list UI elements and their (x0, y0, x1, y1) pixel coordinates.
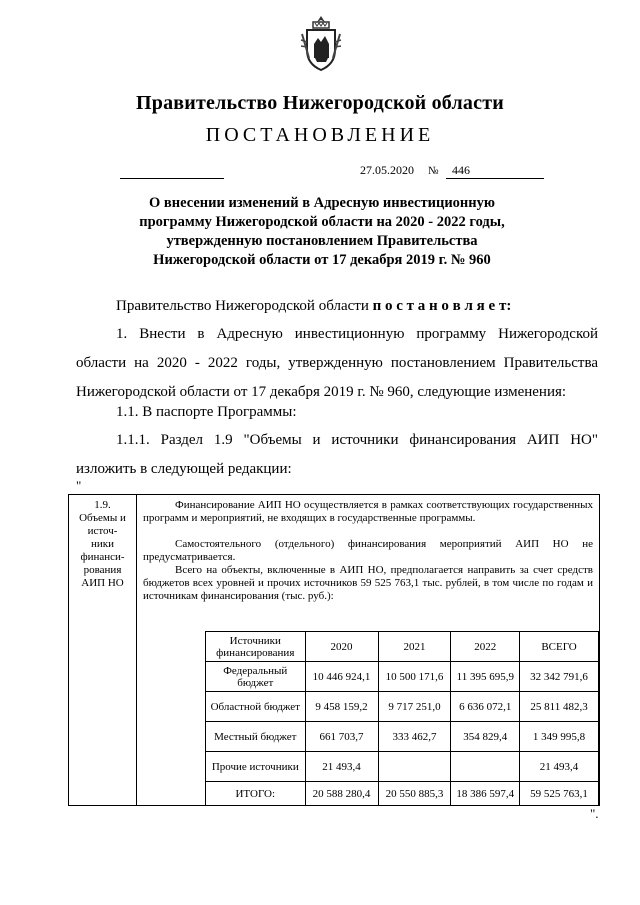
passport-text-total: Всего на объекты, включенные в АИП НО, предполагается направить за счет средств бюджетов всех уровней и прочих источников 59 525 763,1 тыс. рублей, в том числе по годам и источникам финансирования (тыс. руб.): (143, 564, 593, 602)
table-cell: Местный бюджет (206, 722, 306, 752)
table-header-cell: 2021 (378, 632, 451, 662)
number-underline (446, 178, 544, 179)
table-header-cell: Источники финансирования (206, 632, 306, 662)
paragraph-1-1: 1.1. В паспорте Программы: (116, 404, 297, 420)
table-cell (451, 752, 520, 782)
paragraph-1: 1. Внести в Адресную инвестиционную программу Нижегородской области на 2020 - 2022 годы, утвержденную постановлением Правительства Нижегородской области от 17 декабря 2019 г. № 960, следующие изменения: (76, 326, 598, 400)
table-cell: 9 717 251,0 (378, 692, 451, 722)
table-cell: 21 493,4 (305, 752, 378, 782)
document-type: ПОСТАНОВЛЕНИЕ (205, 124, 435, 146)
section-label: 1.9. Объемы и источ- ники финанси- рования АИП НО (69, 495, 137, 805)
table-cell: 354 829,4 (451, 722, 520, 752)
table-header-cell: 2020 (305, 632, 378, 662)
table-row (206, 752, 599, 782)
table-cell: 333 462,7 (378, 722, 451, 752)
table-cell: 9 458 159,2 (305, 692, 378, 722)
table-header-row (206, 632, 599, 662)
table-cell: 11 395 695,9 (451, 662, 520, 692)
table-cell: 10 446 924,1 (305, 662, 378, 692)
resolves-text: Правительство Нижегородской области (116, 298, 373, 314)
table-cell: 59 525 763,1 (520, 782, 599, 806)
table-cell: 10 500 171,6 (378, 662, 451, 692)
table-cell: Прочие источники (206, 752, 306, 782)
table-cell: 20 550 885,3 (378, 782, 451, 806)
quote-close: ". (590, 806, 599, 821)
number-sign: № (428, 165, 439, 177)
table-cell: Федеральный бюджет (206, 662, 306, 692)
table-header-cell: ВСЕГО (520, 632, 599, 662)
table-cell: ИТОГО: (206, 782, 306, 806)
paragraph-resolves (76, 292, 598, 321)
paragraph-1-1-1: 1.1.1. Раздел 1.9 "Объемы и источники финансирования АИП НО" изложить в следующей редакции: (76, 432, 598, 477)
passport-text-financing: Финансирование АИП НО осуществляется в рамках соответствующих государственных программ и мероприятий, не входящих в государственные программы. (143, 499, 593, 524)
table-cell: 32 342 791,6 (520, 662, 599, 692)
table-cell: 661 703,7 (305, 722, 378, 752)
resolves-keyword: п о с т а н о в л я е т: (372, 298, 512, 314)
financing-table (205, 631, 599, 806)
table-cell (378, 752, 451, 782)
table-cell: 21 493,4 (520, 752, 599, 782)
table-cell: 25 811 482,3 (520, 692, 599, 722)
quote-open: " (76, 478, 82, 493)
table-cell: 20 588 280,4 (305, 782, 378, 806)
coat-of-arms-emblem (299, 14, 343, 72)
table-cell: Областной бюджет (206, 692, 306, 722)
document-date: 27.05.2020 (360, 163, 414, 177)
table-cell: 1 349 995,8 (520, 722, 599, 752)
document-number: 446 (452, 163, 470, 177)
table-cell: 18 386 597,4 (451, 782, 520, 806)
table-header-cell: 2022 (451, 632, 520, 662)
table-row (206, 662, 599, 692)
table-cell: 6 636 072,1 (451, 692, 520, 722)
blank-line-left (120, 178, 224, 179)
table-row (206, 692, 599, 722)
organization-name: Правительство Нижегородской области (136, 92, 504, 114)
passport-text-independent: Самостоятельного (отдельного) финансирования мероприятий АИП НО не предусматривается. (143, 538, 593, 563)
section-content (137, 495, 599, 805)
document-subject: О внесении изменений в Адресную инвестиционную программу Нижегородской области на 2020 - 2022 годы, утвержденную постановлением Правительства Нижегородской области от 17 декабря 2019 г. № 960 (139, 195, 505, 268)
table-row (206, 722, 599, 752)
passport-section-table (68, 494, 600, 806)
table-total-row (206, 782, 599, 806)
